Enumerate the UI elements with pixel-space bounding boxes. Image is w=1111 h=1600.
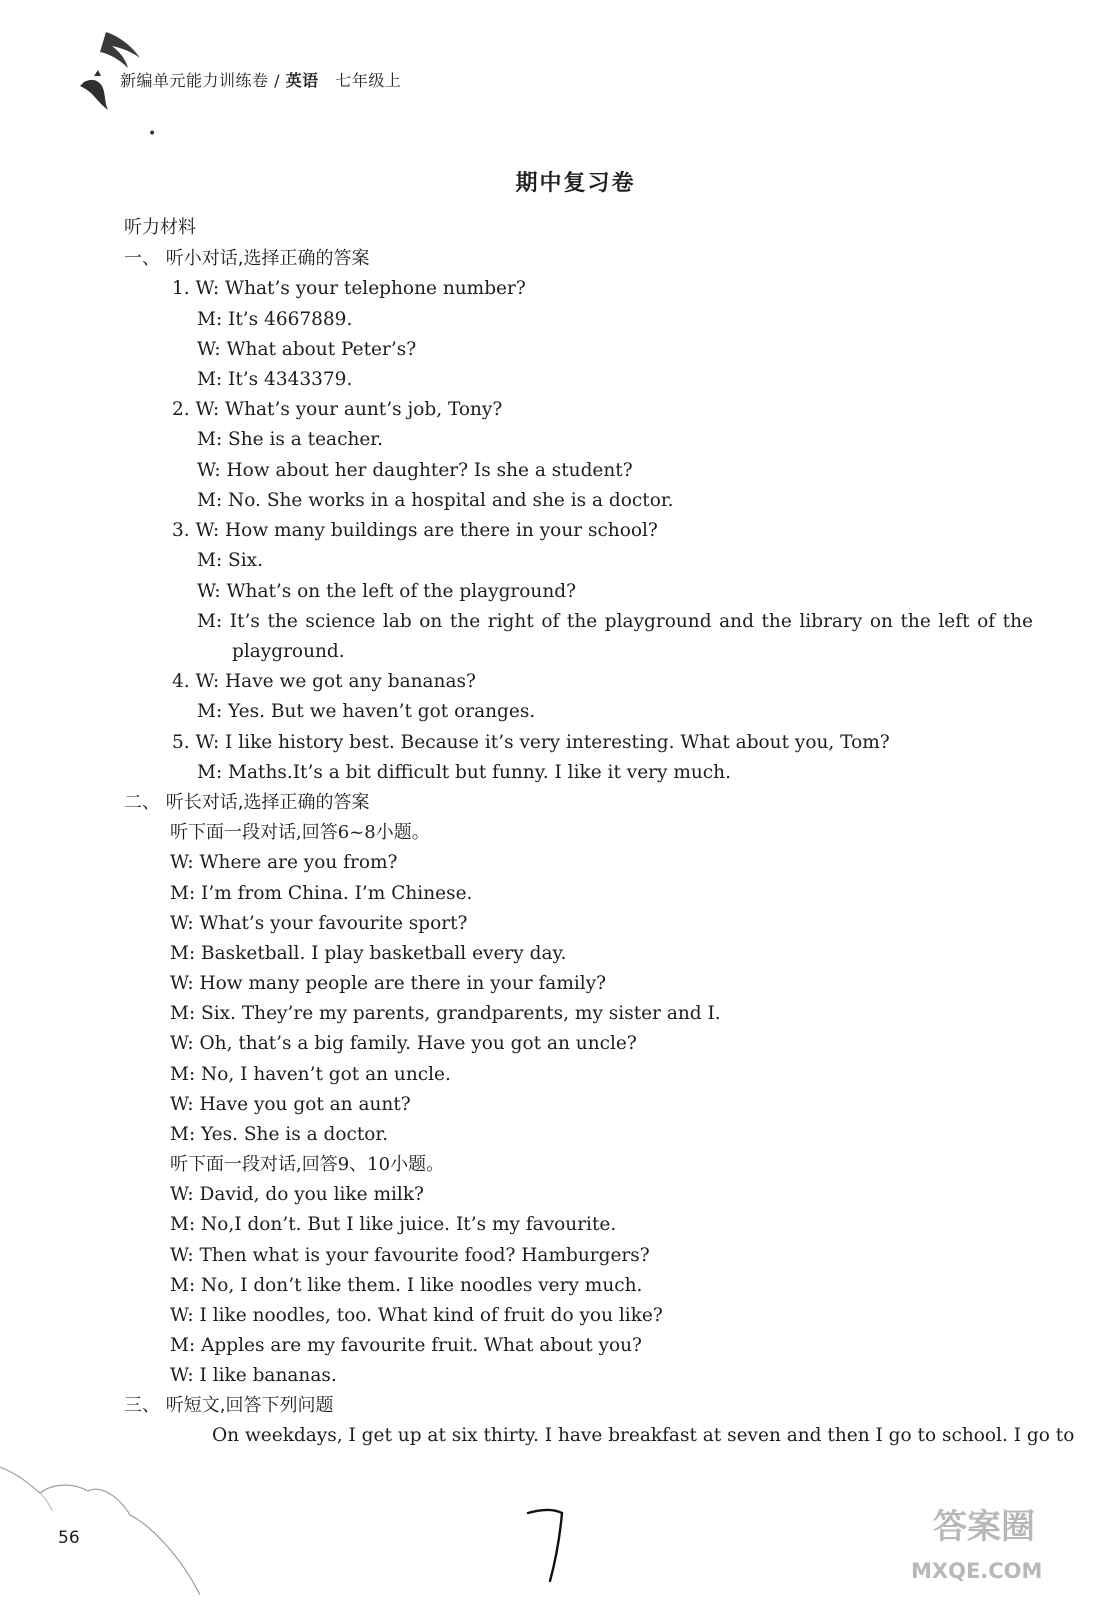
dialogue-line: M: Maths.It’s a bit difficult but funny. I like it very much.	[197, 762, 731, 783]
dialogue-line: 1. W: What’s your telephone number?	[172, 278, 526, 299]
header-separator: /	[274, 71, 280, 90]
dialogue-line: M: No. She works in a hospital and she is a doctor.	[197, 490, 674, 511]
dialogue-line: 3. W: How many buildings are there in your school?	[172, 520, 658, 541]
page-number: 56	[58, 1528, 80, 1548]
dialogue-line: M: No,I don’t. But I like juice. It’s my favourite.	[170, 1214, 617, 1235]
word: the	[900, 611, 931, 632]
material-label: 听力材料	[124, 217, 196, 238]
watermark-line2: MXQE.COM	[911, 1559, 1043, 1583]
dialogue-line: M: It’s 4667889.	[197, 309, 353, 330]
dialogue-line: 4. W: Have we got any bananas?	[172, 671, 476, 692]
word: of	[541, 611, 560, 632]
dialogue-intro: 听下面一段对话,回答6~8小题。	[170, 822, 430, 843]
dialogue-line: M: Apples are my favourite fruit. What about you?	[170, 1335, 642, 1356]
dialogue-intro: 听下面一段对话,回答9、10小题。	[170, 1154, 445, 1175]
dialogue-line: W: Have you got an aunt?	[170, 1094, 411, 1115]
header-subject: 英语	[285, 71, 319, 90]
dialogue-line: W: How many people are there in your family?	[170, 973, 607, 994]
word: the	[1002, 611, 1033, 632]
dialogue-line: M: No, I haven’t got an uncle.	[170, 1064, 451, 1085]
word: the	[449, 611, 481, 632]
header-series: 新编单元能力训练卷	[120, 71, 269, 90]
cloud-illustration	[0, 1455, 220, 1600]
word: on	[419, 611, 443, 632]
word: of	[977, 611, 996, 632]
dialogue-line: M: No, I don’t like them. I like noodles very much.	[170, 1275, 643, 1296]
dialogue-line: M: Yes. She is a doctor.	[170, 1124, 389, 1145]
word: library	[799, 611, 863, 632]
dialogue-line: 5. W: I like history best. Because it’s very interesting. What about you, Tom?	[172, 732, 890, 753]
section-heading-3: 三、 听短文,回答下列问题	[124, 1395, 334, 1416]
dialogue-line: W: Oh, that’s a big family. Have you got an uncle?	[170, 1033, 637, 1054]
dialogue-line: W: How about her daughter? Is she a student?	[197, 460, 633, 481]
word: and	[719, 611, 754, 632]
dialogue-line: playground.	[232, 641, 345, 662]
handwritten-mark	[520, 1505, 580, 1585]
word: playground	[604, 611, 712, 632]
dialogue-line-justified	[197, 607, 1033, 637]
word: lab	[382, 611, 412, 632]
speck: •	[148, 126, 157, 142]
page-header	[120, 68, 401, 91]
dialogue-line: W: Then what is your favourite food? Hamburgers?	[170, 1245, 650, 1266]
dialogue-line: W: Where are you from?	[170, 852, 398, 873]
word: the	[761, 611, 792, 632]
header-grade: 七年级上	[335, 71, 402, 90]
dialogue-line: W: What’s on the left of the playground?	[197, 581, 577, 602]
watermark-logo	[911, 1500, 1081, 1590]
dialogue-line: M: She is a teacher.	[197, 429, 384, 450]
dialogue-line: W: What about Peter’s?	[197, 339, 417, 360]
word: left	[938, 611, 970, 632]
section-heading-1: 一、 听小对话,选择正确的答案	[124, 248, 370, 269]
dialogue-line: M: Six.	[197, 550, 263, 571]
word: science	[305, 611, 376, 632]
word: the	[267, 611, 298, 632]
dialogue-line: W: I like bananas.	[170, 1365, 337, 1386]
dialogue-line: W: What’s your favourite sport?	[170, 913, 468, 934]
dialogue-line: W: I like noodles, too. What kind of fruit do you like?	[170, 1305, 663, 1326]
dialogue-line: M: I’m from China. I’m Chinese.	[170, 883, 473, 904]
dialogue-line: W: David, do you like milk?	[170, 1184, 424, 1205]
word: right	[487, 611, 534, 632]
page-title: 期中复习卷	[515, 171, 636, 196]
section-heading-2: 二、 听长对话,选择正确的答案	[124, 792, 370, 813]
passage-text: On weekdays, I get up at six thirty. I have breakfast at seven and then I go to school. I go to	[212, 1425, 1075, 1446]
dialogue-line: M: Six. They’re my parents, grandparents, my sister and I.	[170, 1003, 721, 1024]
dialogue-line: M: It’s 4343379.	[197, 369, 353, 390]
word: M:	[197, 611, 223, 632]
word: on	[869, 611, 893, 632]
dialogue-line: M: Basketball. I play basketball every day.	[170, 943, 567, 964]
watermark-line1: 答案圈	[933, 1507, 1035, 1547]
dialogue-line: M: Yes. But we haven’t got oranges.	[197, 701, 536, 722]
word: the	[566, 611, 598, 632]
word: It’s	[229, 611, 260, 632]
dialogue-line: 2. W: What’s your aunt’s job, Tony?	[172, 399, 503, 420]
